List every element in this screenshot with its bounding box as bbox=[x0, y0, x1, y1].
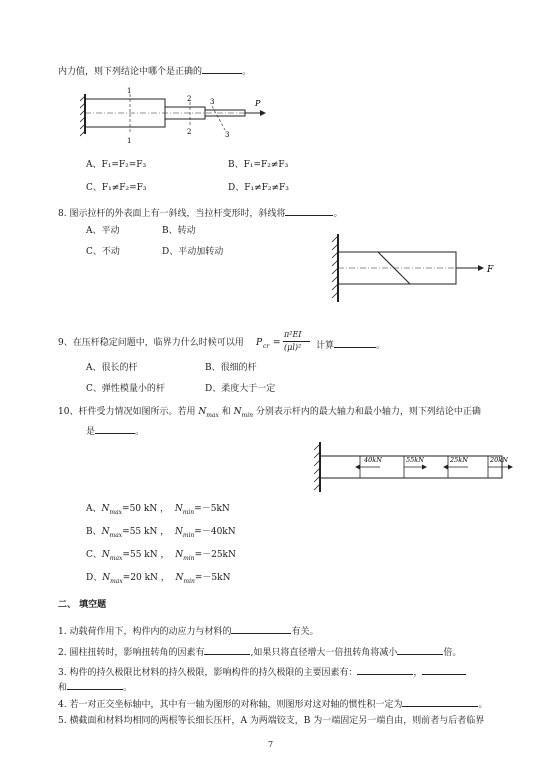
q7-cut2-top: 2 bbox=[187, 95, 192, 103]
q9-formula: P cr = π²EI (μl)² bbox=[256, 330, 316, 354]
q7-cut2-bottom: 2 bbox=[187, 128, 192, 136]
q8-option-d: D、平动加转动 bbox=[162, 247, 224, 257]
q8-option-b: B、转动 bbox=[162, 226, 196, 236]
q8-option-a: A、平动 bbox=[86, 226, 120, 236]
section2-title: 二、 填空题 bbox=[58, 600, 107, 610]
q9-option-c: C、弹性模量小的杆 bbox=[86, 384, 165, 394]
q10-figure bbox=[312, 440, 517, 496]
q7-stem: 内力值，则下列结论中哪个是正确的 。 bbox=[58, 64, 251, 78]
q10-option-b: B、$N_{max}=55$ kN ， $N_{min}=-40kN$ bbox=[86, 527, 236, 539]
q9-stem-suffix: 计算 。 bbox=[316, 338, 385, 352]
fill-q2: 2. 圆柱扭转时，影响扭转角的因素有 ,如果只将直径增大一倍扭转角将减小 倍。 bbox=[58, 645, 461, 659]
q9-option-a: A、很长的杆 bbox=[86, 363, 138, 373]
q7-option-d: D、F₁≠F₂≠F₃ bbox=[228, 183, 289, 193]
q10-option-c: C、$N_{max}=55$ kN ， $N_{min}=-25kN$ bbox=[86, 550, 236, 562]
q7-option-b: B、F₁=F₂≠F₃ bbox=[228, 160, 289, 170]
q7-load-label: P bbox=[255, 99, 261, 108]
fill-q5: 5. 横截面和材料均相同的两根等长细长压杆，A 为两端铰支，B 为一端固定另一端自由，则前者与后者临界 bbox=[58, 716, 485, 726]
q7-cut3-top: 3 bbox=[210, 98, 215, 106]
q10-force-1: 40kN bbox=[364, 456, 382, 464]
q10-stem-line1: 10、杆件受力情况如图所示。若用 $N_{max}$ 和 $N_{min}$ 分别表示杆内的最大轴力和最小轴力，则下列结论中正确 bbox=[58, 407, 481, 419]
q10-stem-line2: 是 。 bbox=[86, 424, 144, 438]
q10-force-2: 55kN bbox=[406, 456, 424, 464]
q7-cut1-bottom: 1 bbox=[127, 137, 132, 145]
q7-cut1-top: 1 bbox=[127, 87, 132, 95]
q10-option-d: D、$N_{max}=20$ kN ， $N_{min}=-5kN$ bbox=[86, 573, 231, 585]
q7-cut3-bottom: 3 bbox=[225, 131, 230, 139]
page-number: 7 bbox=[268, 740, 274, 749]
q7-option-c: C、F₁≠F₂=F₃ bbox=[86, 183, 147, 193]
q8-load-label: F bbox=[487, 265, 494, 275]
fill-q3-line2: 和 。 bbox=[58, 680, 132, 694]
q8-stem: 8. 图示拉杆的外表面上有一斜线，当拉杆变形时，斜线将 。 bbox=[58, 206, 342, 220]
fill-q1: 1. 动载荷作用下，构件内的动应力与材料的 有关。 bbox=[58, 624, 318, 638]
q8-option-c: C、不动 bbox=[86, 247, 120, 257]
q9-stem: 9、在压杆稳定问题中，临界力什么时候可以用 bbox=[58, 338, 244, 348]
q9-option-d: D、柔度大于一定 bbox=[205, 384, 276, 394]
q10-force-3: 25kN bbox=[450, 456, 468, 464]
q8-figure bbox=[330, 232, 505, 304]
q7-option-a: A、F₁=F₂=F₃ bbox=[86, 160, 147, 170]
fill-q3-line1: 3. 构件的持久极限比材料的持久极限，影响构件的持久极限的主要因素有： ， bbox=[58, 665, 466, 679]
q10-force-4: 20kN bbox=[490, 456, 508, 464]
q9-option-b: B、很细的杆 bbox=[205, 363, 257, 373]
q7-figure bbox=[80, 86, 270, 146]
q10-option-a: A、$N_{max}=50$ kN ， $N_{min}=-5kN$ bbox=[86, 504, 230, 516]
fill-q4: 4. 若一对正交坐标轴中，其中有一轴为图形的对称轴，则图形对这对轴的惯性积一定为 。 bbox=[58, 697, 487, 711]
